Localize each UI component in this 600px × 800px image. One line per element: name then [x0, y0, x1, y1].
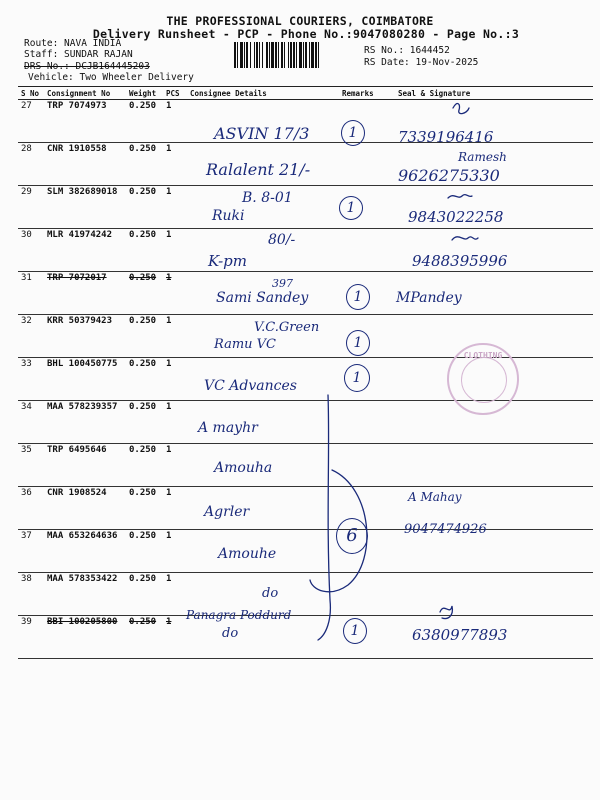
row-sno	[18, 444, 44, 487]
row-weight	[126, 315, 163, 358]
row-sno-text: 35	[21, 445, 32, 455]
row-pcs-text: 1	[166, 101, 172, 111]
row-weight	[126, 616, 163, 659]
row-consignment-text: CNR 1910558	[47, 144, 107, 154]
row-sno	[18, 487, 44, 530]
barcode	[233, 42, 359, 68]
hw-r32-name2: Ramu VC	[214, 337, 277, 352]
stamp-text: CLOTHING	[463, 351, 503, 360]
row-sno	[18, 100, 44, 143]
row-weight-text: 0.250	[129, 617, 157, 627]
hw-r35-name: Amouha	[214, 460, 273, 476]
row-pcs-text: 1	[166, 187, 172, 197]
row-sno	[18, 573, 44, 616]
hw-r30-phone: 9488395996	[412, 252, 508, 270]
row-weight	[126, 100, 163, 143]
hw-r29-name2: Ruki	[212, 208, 245, 224]
hw-r32-name: V.C.Green	[254, 320, 320, 335]
row-sno-text: 33	[21, 359, 32, 369]
row-consignment	[44, 616, 126, 659]
hw-r37-name: Amouhe	[218, 546, 277, 562]
row-weight	[126, 530, 163, 573]
hw-r37-phone: 9047474926	[404, 522, 487, 537]
row-sno	[18, 530, 44, 573]
row-sno-text: 28	[21, 144, 32, 154]
table-row	[18, 401, 593, 444]
row-sno-text: 30	[21, 230, 32, 240]
barcode-bar	[269, 42, 270, 68]
barcode-bar	[234, 42, 236, 68]
row-pcs-text: 1	[166, 445, 172, 455]
table-row	[18, 487, 593, 530]
barcode-bar	[246, 42, 248, 68]
barcode-bar	[311, 42, 314, 68]
row-pcs	[163, 616, 187, 659]
barcode-bar	[259, 42, 260, 68]
table-header-row	[18, 87, 593, 100]
row-weight-text: 0.250	[129, 187, 157, 197]
hw-r38-name: do	[262, 586, 279, 601]
row-sno-text: 38	[21, 574, 32, 584]
row-consignment-text: MAA 578353422	[47, 574, 118, 584]
row-weight	[126, 444, 163, 487]
barcode-bar	[305, 42, 307, 68]
barcode-bar	[275, 42, 277, 68]
hw-r29-name: B. 8-01	[242, 190, 293, 206]
staff-label: Staff: SUNDAR RAJAN	[24, 49, 133, 60]
table-row	[18, 444, 593, 487]
row-weight-text: 0.250	[129, 273, 157, 283]
stamp-inner-ring	[461, 357, 507, 403]
remark-circle-39: 1	[343, 618, 367, 644]
row-pcs-text: 1	[166, 402, 172, 412]
row-remarks	[339, 401, 395, 444]
row-pcs-text: 1	[166, 359, 172, 369]
row-pcs-text: 1	[166, 316, 172, 326]
row-sno	[18, 186, 44, 229]
hw-r39-name2: do	[222, 626, 239, 641]
hw-r37-sig: A Mahay	[408, 490, 462, 504]
row-sno-text: 31	[21, 273, 32, 283]
remark-circle-33: 1	[344, 364, 370, 392]
row-remarks	[339, 573, 395, 616]
table-row	[18, 186, 593, 229]
row-consignment-text: CNR 1908524	[47, 488, 107, 498]
row-pcs	[163, 573, 187, 616]
header-pcs: PCS	[163, 87, 187, 100]
row-consignment	[44, 573, 126, 616]
header-weight: Weight	[126, 87, 163, 100]
barcode-bar	[281, 42, 283, 68]
row-consignment-text: BHL 100450775	[47, 359, 118, 369]
row-weight-text: 0.250	[129, 574, 157, 584]
row-weight-text: 0.250	[129, 316, 157, 326]
row-consignment-text: TRP 7074973	[47, 101, 107, 111]
row-consignment-text: MAA 578239357	[47, 402, 118, 412]
row-consignment-text: TRP 7072017	[47, 273, 107, 283]
remark-circle-27: 1	[341, 120, 365, 146]
row-sno	[18, 272, 44, 315]
barcode-bar	[244, 42, 245, 68]
row-sno-text: 37	[21, 531, 32, 541]
row-weight-text: 0.250	[129, 488, 157, 498]
hw-r31-note: 397	[272, 277, 293, 290]
barcode-bars	[233, 42, 359, 68]
vehicle-label: Vehicle: Two Wheeler Delivery	[28, 72, 194, 83]
row-consignment	[44, 487, 126, 530]
hw-r39-phone: 6380977893	[412, 626, 508, 644]
row-weight	[126, 229, 163, 272]
row-weight	[126, 401, 163, 444]
drs-label: DRS No.: DCJB164445203	[24, 61, 150, 72]
hw-r27-name: ASVIN 17/3	[214, 124, 310, 143]
seal-stamp	[447, 343, 519, 415]
barcode-bar	[318, 42, 319, 68]
row-pcs	[163, 272, 187, 315]
remark-circle-32: 1	[346, 330, 370, 356]
row-pcs-text: 1	[166, 144, 172, 154]
row-pcs-text: 1	[166, 574, 172, 584]
row-weight	[126, 487, 163, 530]
hw-r30-name2: K-pm	[208, 252, 248, 270]
company-title: THE PROFESSIONAL COURIERS, COIMBATORE	[166, 14, 434, 28]
row-consignment	[44, 143, 126, 186]
row-pcs-text: 1	[166, 230, 172, 240]
rs-number: RS No.: 1644452	[364, 45, 450, 56]
remark-circle-31: 1	[346, 284, 370, 310]
barcode-bar	[303, 42, 304, 68]
row-pcs	[163, 100, 187, 143]
remark-circle-grouped: 6	[336, 518, 368, 554]
hw-r31-sig: MPandey	[396, 290, 462, 306]
row-remarks	[339, 444, 395, 487]
route-label: Route: NAVA INDIA	[24, 38, 122, 49]
row-consignment	[44, 272, 126, 315]
row-pcs	[163, 186, 187, 229]
row-consignment	[44, 358, 126, 401]
row-pcs-text: 1	[166, 617, 172, 627]
row-weight-text: 0.250	[129, 445, 157, 455]
barcode-bar	[290, 42, 292, 68]
rs-date: RS Date: 19-Nov-2025	[364, 57, 479, 68]
row-sno	[18, 401, 44, 444]
hw-r28-sig: Ramesh	[458, 150, 507, 164]
hw-r34-name: A mayhr	[198, 420, 258, 436]
row-signature	[395, 444, 593, 487]
row-weight-text: 0.250	[129, 531, 157, 541]
barcode-bar	[293, 42, 295, 68]
row-sno	[18, 616, 44, 659]
row-sno	[18, 229, 44, 272]
barcode-bar	[299, 42, 302, 68]
row-sno-text: 32	[21, 316, 32, 326]
row-remarks	[339, 143, 395, 186]
hw-r28-name: Ralalent 21/-	[206, 160, 311, 179]
row-pcs	[163, 487, 187, 530]
header-sno: S No	[18, 87, 44, 100]
row-pcs	[163, 530, 187, 573]
barcode-bar	[237, 42, 238, 68]
remark-circle-29: 1	[339, 196, 363, 220]
row-weight	[126, 573, 163, 616]
row-weight	[126, 272, 163, 315]
row-sno-text: 39	[21, 617, 32, 627]
barcode-bar	[315, 42, 317, 68]
row-pcs	[163, 444, 187, 487]
row-pcs	[163, 229, 187, 272]
row-weight	[126, 186, 163, 229]
row-remarks	[339, 229, 395, 272]
hw-r36-name: Agrler	[204, 504, 250, 520]
barcode-bar	[250, 42, 251, 68]
row-weight	[126, 358, 163, 401]
row-weight-text: 0.250	[129, 402, 157, 412]
barcode-bar	[240, 42, 243, 68]
row-pcs	[163, 358, 187, 401]
barcode-bar	[266, 42, 268, 68]
header-remarks: Remarks	[339, 87, 395, 100]
barcode-bar	[254, 42, 255, 68]
row-pcs	[163, 143, 187, 186]
row-consignment-text: TRP 6495646	[47, 445, 107, 455]
row-sno-text: 27	[21, 101, 32, 111]
row-weight-text: 0.250	[129, 101, 157, 111]
barcode-bar	[271, 42, 274, 68]
row-consignment-text: KRR 50379423	[47, 316, 113, 326]
row-sno	[18, 358, 44, 401]
barcode-bar	[309, 42, 310, 68]
row-sno-text: 36	[21, 488, 32, 498]
table-row	[18, 573, 593, 616]
runsheet-title: Delivery Runsheet - PCP - Phone No.:9047080280 - Page No.:3	[92, 27, 520, 41]
row-consignment	[44, 530, 126, 573]
barcode-bar	[262, 42, 263, 68]
hw-r27-phone: 7339196416	[398, 128, 494, 146]
barcode-bar	[296, 42, 297, 68]
row-signature	[395, 573, 593, 616]
row-weight-text: 0.250	[129, 144, 157, 154]
hw-r30-name: 80/-	[268, 232, 296, 248]
row-pcs	[163, 401, 187, 444]
row-consignment	[44, 315, 126, 358]
row-weight-text: 0.250	[129, 359, 157, 369]
row-sno-text: 29	[21, 187, 32, 197]
hw-r28-phone: 9626275330	[398, 166, 500, 185]
barcode-bar	[288, 42, 289, 68]
barcode-bar	[284, 42, 285, 68]
hw-r33-name: VC Advances	[204, 378, 297, 394]
row-consignment-text: MLR 41974242	[47, 230, 113, 240]
row-weight-text: 0.250	[129, 230, 157, 240]
row-sno-text: 34	[21, 402, 32, 412]
barcode-bar	[256, 42, 258, 68]
row-consignment	[44, 100, 126, 143]
row-pcs-text: 1	[166, 488, 172, 498]
hw-r29-phone: 9843022258	[408, 208, 504, 226]
row-pcs	[163, 315, 187, 358]
row-pcs-text: 1	[166, 531, 172, 541]
barcode-bar	[278, 42, 279, 68]
row-sno	[18, 315, 44, 358]
row-weight	[126, 143, 163, 186]
row-sno	[18, 143, 44, 186]
header-consignment: Consignment No	[44, 87, 126, 100]
hw-r31-name: Sami Sandey	[216, 290, 309, 306]
table-row	[18, 530, 593, 573]
hw-r39-name: Panagra Poddurd	[186, 608, 292, 622]
row-consignment-text: SLM 382689018	[47, 187, 118, 197]
row-pcs-text: 1	[166, 273, 172, 283]
row-consignment-text: MAA 653264636	[47, 531, 118, 541]
header-signature: Seal & Signature	[395, 87, 593, 100]
row-consignment-text: BBI 100205800	[47, 617, 118, 627]
row-consignment	[44, 186, 126, 229]
header-consignee: Consignee Details	[187, 87, 339, 100]
row-consignment	[44, 401, 126, 444]
row-consignment	[44, 229, 126, 272]
row-consignment	[44, 444, 126, 487]
